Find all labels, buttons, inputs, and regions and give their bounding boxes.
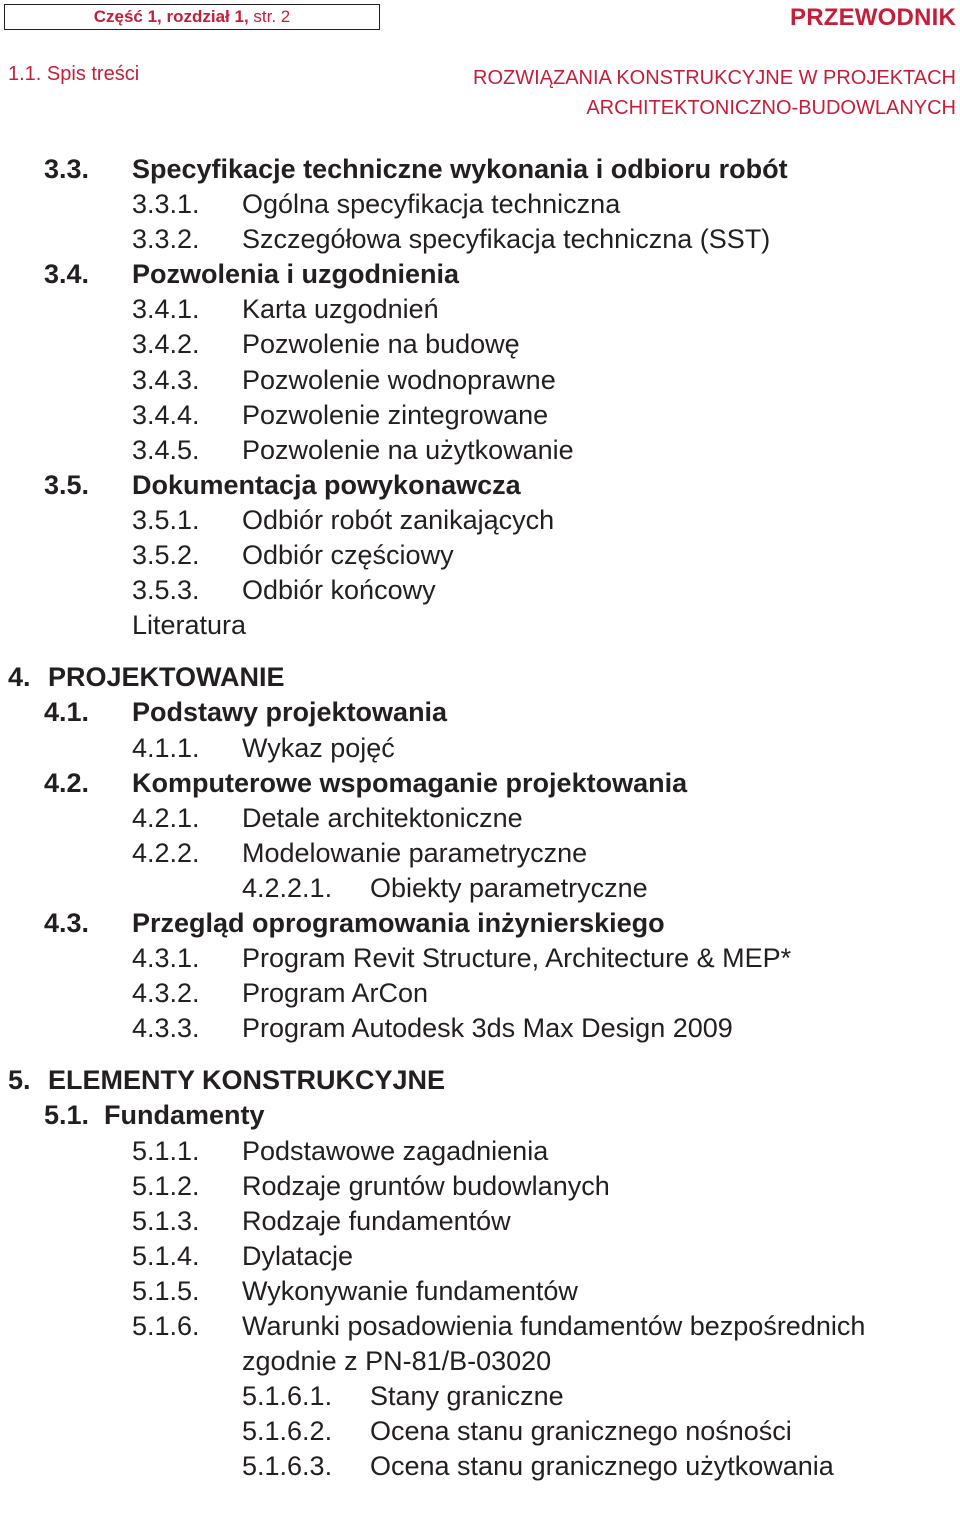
toc-entry-number: 4.3.2. [132, 978, 200, 1009]
toc-entry-number: 5.1.3. [132, 1205, 200, 1236]
chapter-locator: Część 1, rozdział 1, [93, 7, 249, 26]
toc-entry-title: Wykaz pojęć [242, 732, 395, 763]
toc-entry-number: 4.2.1. [132, 802, 200, 833]
toc-entry [0, 766, 960, 801]
toc-entry [0, 433, 960, 468]
toc-entry [0, 1098, 960, 1133]
toc-entry-title: Dylatacje [242, 1240, 354, 1271]
toc-entry [0, 608, 960, 643]
toc-entry [0, 257, 960, 292]
toc-entry-title: Karta uzgodnień [242, 294, 439, 325]
toc-entry-title: Program Revit Structure, Architecture & MEP* [242, 943, 792, 974]
toc-entry-number: 3.3. [44, 154, 90, 184]
toc-entry-number: 3.3.1. [132, 189, 200, 220]
toc-entry-title: Stany graniczne [370, 1381, 564, 1412]
toc-entry-title: Szczegółowa specyfikacja techniczna (SST) [242, 224, 771, 255]
toc-entry-title: Obiekty parametryczne [370, 872, 648, 903]
toc-entry-title: Detale architektoniczne [242, 802, 523, 833]
toc-entry-title: Pozwolenia i uzgodnienia [132, 259, 460, 290]
toc-entry-number: 4.2. [44, 767, 90, 798]
toc-entry [0, 801, 960, 836]
toc-entry-title: Komputerowe wspomaganie projektowania [132, 767, 688, 798]
toc-entry-title: Przegląd oprogramowania inżynierskiego [132, 907, 665, 938]
toc-entry-title: Odbiór robót zanikających [242, 504, 555, 535]
toc-entry-title: Wykonywanie fundamentów [242, 1275, 578, 1306]
toc-entry [0, 1169, 960, 1204]
toc-entry [0, 187, 960, 222]
toc-entry-number: 5.1.5. [132, 1275, 200, 1306]
toc-entry [0, 836, 960, 871]
toc-entry-title: Rodzaje fundamentów [242, 1205, 511, 1236]
toc-entry-title: Pozwolenie wodnoprawne [242, 364, 556, 395]
toc-entry-title: Podstawy projektowania [132, 697, 448, 728]
toc-entry [0, 538, 960, 573]
toc-entry-title: Modelowanie parametryczne [242, 837, 588, 868]
toc-entry-title: Warunki posadowienia fundamentów bezpośrednich [242, 1311, 866, 1341]
toc-entry-title: zgodnie z PN-81/B-03020 [242, 1346, 552, 1377]
toc-entry-title: Ogólna specyfikacja techniczna [242, 189, 621, 220]
toc-entry-number: 4.3.1. [132, 943, 200, 974]
toc-entry [0, 327, 960, 362]
toc-entry-number: 3.5.2. [132, 540, 200, 571]
toc-entry [0, 906, 960, 941]
toc-entry [0, 695, 960, 730]
toc-entry [0, 1344, 960, 1379]
toc-entry [0, 152, 960, 187]
page-number: str. 2 [253, 7, 291, 26]
toc-entry [0, 1274, 960, 1309]
toc-entry [0, 1414, 960, 1449]
toc-entry-title: Program ArCon [242, 978, 429, 1009]
toc-entry [0, 660, 960, 695]
toc-entry-number: 4.2.2. [132, 837, 200, 868]
toc-entry-number: 5.1.4. [132, 1240, 200, 1271]
toc-entry-number: 5.1.6.1. [242, 1381, 333, 1412]
toc-entry [0, 976, 960, 1011]
toc-entry [0, 941, 960, 976]
toc-entry-number: 4.2.2.1. [242, 872, 333, 903]
toc-entry-title: Ocena stanu granicznego nośności [370, 1416, 792, 1447]
toc-entry [0, 503, 960, 538]
toc-entry-title: Program Autodesk 3ds Max Design 2009 [242, 1013, 733, 1044]
toc-entry-title: Podstawowe zagadnienia [242, 1135, 549, 1166]
toc-entry [0, 398, 960, 433]
toc-entry [0, 1309, 960, 1344]
toc-entry-number: 3.4.5. [132, 434, 200, 465]
toc-entry-title: Fundamenty [104, 1100, 265, 1131]
toc-entry-number: 3.5.3. [132, 575, 200, 606]
book-title-line1: ROZWIĄZANIA KONSTRUKCYJNE W PROJEKTACH [473, 67, 956, 89]
toc-entry-number: 3.5. [44, 469, 90, 500]
toc-entry [0, 363, 960, 398]
table-of-contents [0, 152, 960, 1484]
toc-entry-number: 3.5.1. [132, 504, 200, 535]
brand-title: PRZEWODNIK [790, 4, 956, 31]
toc-entry [0, 222, 960, 257]
toc-entry-number: 5.1.6. [132, 1311, 200, 1341]
toc-entry [0, 1239, 960, 1274]
toc-entry [0, 1379, 960, 1414]
toc-entry-number: 5. [8, 1065, 31, 1096]
toc-entry [0, 1063, 960, 1098]
toc-entry-number: 3.4.2. [132, 329, 200, 360]
toc-entry [0, 468, 960, 503]
toc-entry-number: 5.1. [44, 1100, 90, 1131]
toc-entry-number: 4.1.1. [132, 732, 200, 763]
toc-entry-number: 4.3.3. [132, 1013, 200, 1044]
toc-entry-title: Odbiór częściowy [242, 540, 454, 571]
toc-entry [0, 573, 960, 608]
toc-entry-title: Pozwolenie na użytkowanie [242, 434, 574, 465]
toc-entry-title: Ocena stanu granicznego użytkowania [370, 1451, 834, 1482]
toc-entry-title: ELEMENTY KONSTRUKCYJNE [48, 1065, 446, 1096]
book-title [473, 63, 956, 123]
toc-entry-number: 3.3.2. [132, 224, 200, 255]
toc-entry [0, 871, 960, 906]
toc-entry-number: 5.1.6.3. [242, 1451, 333, 1482]
toc-entry [0, 292, 960, 327]
toc-entry-title: Literatura [132, 610, 247, 641]
toc-entry-number: 5.1.2. [132, 1170, 200, 1201]
toc-entry [0, 1204, 960, 1239]
toc-entry-number: 3.4.1. [132, 294, 200, 325]
toc-entry [0, 1011, 960, 1046]
toc-entry-number: 5.1.1. [132, 1135, 200, 1166]
chapter-locator-box [4, 4, 380, 30]
toc-entry-number: 3.4. [44, 259, 90, 290]
toc-entry-number: 4. [8, 662, 31, 693]
toc-entry-title: Odbiór końcowy [242, 575, 436, 606]
toc-entry-number: 4.1. [44, 697, 90, 728]
toc-entry-number: 3.4.4. [132, 399, 200, 430]
toc-entry-number: 5.1.6.2. [242, 1416, 333, 1447]
toc-entry [0, 731, 960, 766]
toc-entry-title: Rodzaje gruntów budowlanych [242, 1170, 610, 1201]
toc-entry [0, 1134, 960, 1169]
book-title-line2: ARCHITEKTONICZNO-BUDOWLANYCH [586, 97, 956, 119]
section-title: 1.1. Spis treści [8, 63, 140, 85]
toc-entry-title: Dokumentacja powykonawcza [132, 469, 521, 500]
toc-entry [0, 1449, 960, 1484]
toc-entry-number: 3.4.3. [132, 364, 200, 395]
toc-entry-title: Specyfikacje techniczne wykonania i odbioru robót [132, 154, 788, 184]
toc-entry-number: 4.3. [44, 907, 90, 938]
toc-entry-title: PROJEKTOWANIE [48, 662, 285, 693]
toc-entry-title: Pozwolenie zintegrowane [242, 399, 549, 430]
toc-entry-title: Pozwolenie na budowę [242, 329, 520, 360]
